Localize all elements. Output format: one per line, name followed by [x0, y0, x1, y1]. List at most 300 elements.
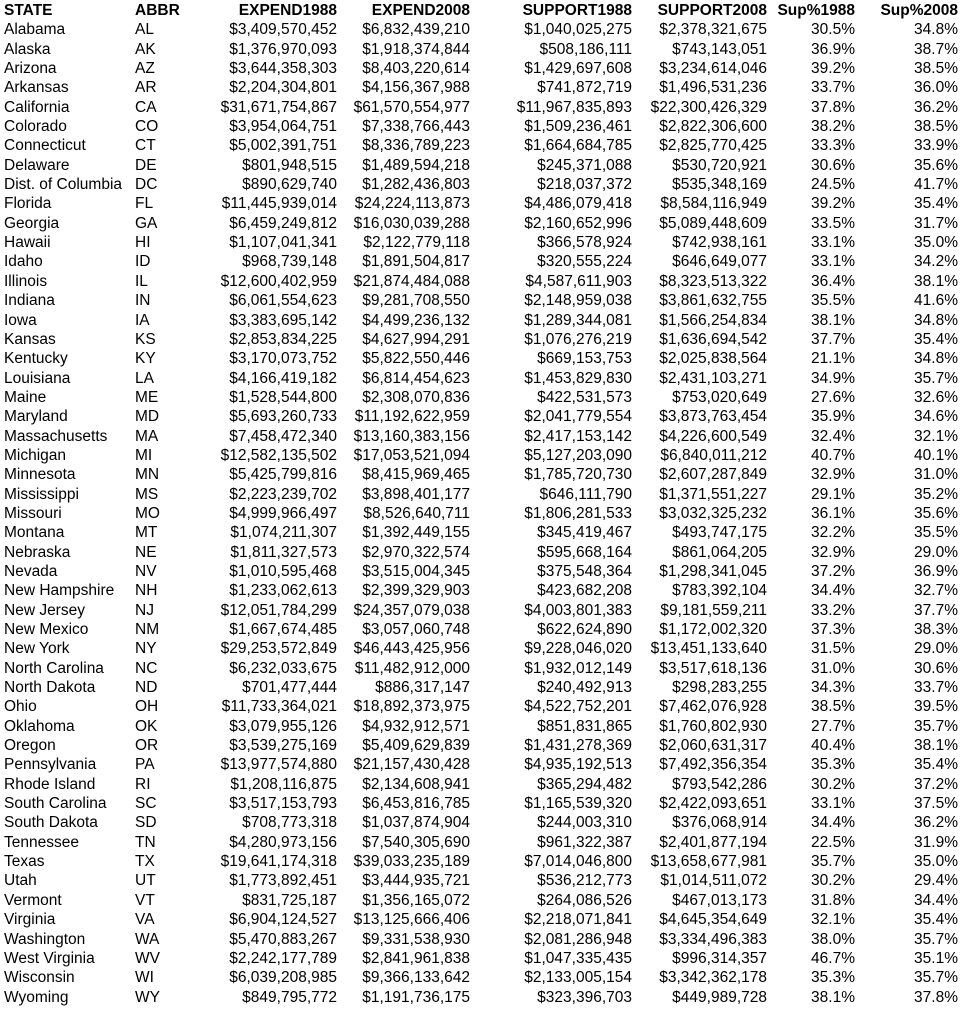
- cell-state: Pennsylvania: [4, 756, 97, 774]
- cell-abbr: FL: [135, 195, 154, 213]
- cell-state: Oregon: [4, 737, 56, 755]
- cell-support1988: $741,872,719: [537, 79, 632, 97]
- cell-sup_pct_1988: 35.5%: [811, 292, 855, 310]
- cell-support1988: $218,037,372: [537, 176, 632, 194]
- cell-expend2008: $9,331,538,930: [362, 930, 470, 948]
- cell-sup_pct_2008: 38.5%: [914, 60, 958, 78]
- table-row: [4, 949, 958, 968]
- cell-sup_pct_1988: 38.1%: [811, 311, 855, 329]
- cell-abbr: GA: [135, 214, 158, 232]
- cell-support2008: $2,822,306,600: [659, 118, 767, 136]
- cell-abbr: ME: [135, 388, 159, 406]
- cell-sup_pct_1988: 31.5%: [811, 640, 855, 658]
- cell-support1988: $1,806,281,533: [524, 504, 632, 522]
- cell-state: Indiana: [4, 292, 55, 310]
- column-header-support2008: SUPPORT2008: [657, 2, 767, 19]
- table-row: [4, 659, 958, 678]
- cell-expend1988: $11,733,364,021: [221, 698, 337, 716]
- cell-state: Kansas: [4, 330, 56, 348]
- cell-support2008: $1,298,341,045: [659, 562, 767, 580]
- cell-sup_pct_2008: 35.4%: [914, 330, 958, 348]
- table-row: [4, 330, 958, 349]
- cell-state: Colorado: [4, 118, 67, 136]
- cell-sup_pct_2008: 34.6%: [914, 408, 958, 426]
- cell-sup_pct_1988: 33.7%: [811, 79, 855, 97]
- cell-sup_pct_2008: 29.0%: [914, 543, 958, 561]
- cell-support1988: $323,396,703: [537, 988, 632, 1006]
- cell-sup_pct_1988: 37.3%: [811, 621, 855, 638]
- cell-expend2008: $2,122,779,118: [363, 234, 470, 252]
- cell-sup_pct_2008: 34.8%: [914, 350, 958, 368]
- cell-support2008: $996,314,357: [672, 949, 767, 967]
- cell-expend2008: $46,443,425,956: [353, 640, 470, 658]
- cell-expend2008: $8,415,969,465: [362, 466, 470, 484]
- cell-state: Iowa: [4, 311, 37, 329]
- cell-state: Idaho: [4, 253, 43, 271]
- cell-support1988: $4,522,752,201: [524, 698, 632, 716]
- cell-expend2008: $1,037,874,904: [362, 814, 470, 832]
- cell-state: Ohio: [4, 698, 37, 716]
- cell-sup_pct_1988: 24.5%: [811, 176, 855, 194]
- cell-sup_pct_1988: 32.9%: [811, 466, 855, 484]
- cell-expend1988: $708,773,318: [242, 814, 337, 832]
- cell-sup_pct_2008: 37.7%: [914, 601, 958, 619]
- cell-sup_pct_1988: 32.4%: [811, 427, 855, 445]
- cell-sup_pct_1988: 33.1%: [811, 253, 855, 271]
- cell-expend2008: $5,409,629,839: [362, 737, 470, 755]
- cell-support1988: $4,587,611,903: [525, 272, 632, 290]
- cell-sup_pct_2008: 35.7%: [914, 717, 958, 735]
- cell-sup_pct_1988: 35.9%: [811, 408, 855, 426]
- cell-support1988: $422,531,573: [537, 388, 632, 406]
- cell-state: Vermont: [4, 891, 62, 909]
- cell-support2008: $2,401,877,194: [659, 833, 767, 851]
- cell-abbr: AK: [135, 40, 156, 58]
- cell-expend2008: $6,814,454,623: [362, 369, 470, 387]
- table-row: [4, 697, 958, 716]
- cell-support2008: $742,938,161: [672, 234, 767, 252]
- cell-sup_pct_1988: 37.2%: [811, 562, 855, 580]
- cell-sup_pct_2008: 35.7%: [914, 369, 958, 387]
- cell-sup_pct_2008: 35.0%: [914, 234, 958, 252]
- cell-state: North Dakota: [4, 679, 96, 697]
- table-row: [4, 813, 958, 832]
- cell-support2008: $4,645,354,649: [659, 911, 767, 929]
- table-row: [4, 736, 958, 755]
- cell-support2008: $3,342,362,178: [659, 969, 767, 987]
- cell-sup_pct_1988: 30.2%: [811, 775, 855, 793]
- cell-sup_pct_2008: 34.8%: [914, 21, 958, 39]
- cell-expend1988: $31,671,754,867: [220, 98, 337, 116]
- table-row: [4, 620, 958, 639]
- cell-support1988: $622,624,890: [537, 621, 632, 638]
- cell-sup_pct_1988: 34.4%: [811, 814, 855, 832]
- cell-support1988: $851,831,865: [537, 717, 632, 735]
- cell-expend1988: $3,517,153,793: [229, 795, 337, 813]
- cell-expend1988: $1,667,674,485: [229, 621, 337, 638]
- cell-support1988: $320,555,224: [537, 253, 632, 271]
- cell-support1988: $595,668,164: [537, 543, 632, 561]
- cell-expend2008: $17,053,521,094: [353, 446, 470, 464]
- cell-expend2008: $13,160,383,156: [353, 427, 470, 445]
- cell-expend2008: $21,874,484,088: [353, 272, 470, 290]
- cell-sup_pct_2008: 35.6%: [914, 504, 958, 522]
- table-row: [4, 78, 958, 97]
- cell-expend1988: $3,954,064,751: [229, 118, 337, 136]
- cell-support2008: $493,747,175: [672, 524, 767, 542]
- cell-abbr: OR: [135, 737, 159, 755]
- cell-abbr: ID: [135, 253, 151, 271]
- cell-support2008: $13,451,133,640: [650, 640, 767, 658]
- cell-support1988: $1,932,012,149: [524, 659, 632, 677]
- cell-state: New Mexico: [4, 621, 89, 638]
- cell-abbr: CT: [135, 137, 156, 155]
- cell-expend2008: $2,308,070,836: [362, 388, 470, 406]
- cell-abbr: MD: [135, 408, 160, 426]
- cell-support2008: $2,607,287,849: [659, 466, 767, 484]
- cell-support2008: $3,873,763,454: [659, 408, 767, 426]
- cell-sup_pct_1988: 39.2%: [811, 60, 855, 78]
- cell-state: Michigan: [4, 446, 67, 464]
- cell-sup_pct_2008: 35.1%: [914, 949, 958, 967]
- cell-abbr: MS: [135, 485, 159, 503]
- column-header-sup_pct_2008: Sup%2008: [880, 2, 958, 19]
- table-row: [4, 601, 958, 620]
- cell-sup_pct_1988: 37.8%: [811, 98, 855, 116]
- cell-abbr: NM: [135, 621, 160, 638]
- cell-expend1988: $4,280,973,156: [229, 833, 337, 851]
- cell-state: Hawaii: [4, 234, 51, 252]
- cell-abbr: HI: [135, 234, 151, 252]
- cell-support1988: $536,212,773: [537, 872, 632, 890]
- cell-sup_pct_1988: 38.5%: [811, 698, 855, 716]
- cell-abbr: LA: [135, 369, 154, 387]
- cell-support1988: $264,086,526: [537, 891, 632, 909]
- cell-state: South Dakota: [4, 814, 98, 832]
- cell-support2008: $7,492,356,354: [659, 756, 767, 774]
- cell-expend1988: $831,725,187: [242, 891, 337, 909]
- cell-state: West Virginia: [4, 949, 95, 967]
- column-header-sup_pct_1988: Sup%1988: [777, 2, 855, 19]
- cell-sup_pct_1988: 27.6%: [811, 388, 855, 406]
- cell-sup_pct_1988: 46.7%: [811, 949, 855, 967]
- cell-support2008: $1,371,551,227: [659, 485, 767, 503]
- cell-support2008: $1,760,802,930: [659, 717, 767, 735]
- cell-state: Massachusetts: [4, 427, 108, 445]
- cell-abbr: AL: [135, 21, 154, 39]
- cell-expend2008: $2,970,322,574: [362, 543, 470, 561]
- table-row: [4, 562, 958, 581]
- cell-abbr: SC: [135, 795, 157, 813]
- cell-expend1988: $1,107,041,341: [229, 234, 337, 252]
- cell-expend1988: $1,528,544,800: [229, 388, 337, 406]
- cell-expend2008: $24,357,079,038: [353, 601, 470, 619]
- cell-support2008: $449,989,728: [672, 988, 767, 1006]
- cell-expend1988: $1,811,327,573: [230, 543, 337, 561]
- cell-sup_pct_2008: 41.7%: [914, 176, 958, 194]
- cell-sup_pct_1988: 33.1%: [811, 234, 855, 252]
- cell-abbr: AZ: [135, 60, 155, 78]
- cell-expend2008: $8,336,789,223: [362, 137, 470, 155]
- cell-support1988: $2,133,005,154: [524, 969, 632, 987]
- cell-sup_pct_2008: 40.1%: [914, 446, 958, 464]
- cell-expend2008: $1,392,449,155: [362, 524, 470, 542]
- table-row: [4, 98, 958, 117]
- cell-state: New Hampshire: [4, 582, 115, 600]
- cell-expend1988: $12,051,784,299: [220, 601, 337, 619]
- cell-sup_pct_2008: 37.5%: [914, 795, 958, 813]
- cell-support1988: $4,003,801,383: [524, 601, 632, 619]
- cell-support1988: $245,371,088: [537, 156, 632, 174]
- cell-sup_pct_2008: 38.5%: [914, 118, 958, 136]
- cell-expend2008: $1,282,436,803: [362, 176, 470, 194]
- cell-state: Alaska: [4, 40, 51, 58]
- cell-expend1988: $19,641,174,318: [220, 853, 337, 871]
- cell-abbr: WY: [135, 988, 160, 1006]
- cell-support2008: $2,025,838,564: [659, 350, 767, 368]
- cell-sup_pct_1988: 37.7%: [811, 330, 855, 348]
- cell-expend1988: $1,773,892,451: [229, 872, 337, 890]
- cell-support1988: $365,294,482: [537, 775, 632, 793]
- cell-expend2008: $3,444,935,721: [362, 872, 470, 890]
- cell-support1988: $1,785,720,730: [524, 466, 632, 484]
- cell-sup_pct_2008: 31.9%: [914, 833, 958, 851]
- cell-expend2008: $2,134,608,941: [362, 775, 470, 793]
- cell-abbr: NV: [135, 562, 157, 580]
- cell-expend1988: $4,999,966,497: [229, 504, 337, 522]
- cell-expend1988: $3,383,695,142: [229, 311, 337, 329]
- cell-expend1988: $6,459,249,812: [229, 214, 337, 232]
- table-row: [4, 291, 958, 310]
- table-row: [4, 388, 958, 407]
- cell-abbr: PA: [135, 756, 155, 774]
- cell-state: Kentucky: [4, 350, 68, 368]
- cell-state: Wyoming: [4, 988, 69, 1006]
- cell-expend1988: $12,582,135,502: [220, 446, 337, 464]
- table-row: [4, 272, 958, 291]
- cell-state: New Jersey: [4, 601, 85, 619]
- cell-sup_pct_2008: 35.4%: [914, 195, 958, 213]
- table-row: [4, 775, 958, 794]
- table-row: [4, 910, 958, 929]
- cell-expend1988: $849,795,772: [242, 988, 337, 1006]
- cell-expend1988: $5,425,799,816: [229, 466, 337, 484]
- cell-sup_pct_2008: 37.2%: [914, 775, 958, 793]
- cell-state: Tennessee: [4, 833, 79, 851]
- cell-abbr: WI: [135, 969, 154, 987]
- cell-state: Utah: [4, 872, 37, 890]
- table-row: [4, 311, 958, 330]
- cell-support1988: $1,165,539,320: [524, 795, 632, 813]
- table-row: [4, 427, 958, 446]
- cell-support2008: $2,825,770,425: [659, 137, 767, 155]
- cell-support2008: $6,840,011,212: [660, 446, 767, 464]
- cell-support1988: $1,664,684,785: [524, 137, 632, 155]
- cell-sup_pct_2008: 34.8%: [914, 311, 958, 329]
- cell-expend2008: $1,356,165,072: [362, 891, 470, 909]
- cell-expend1988: $3,170,073,752: [229, 350, 337, 368]
- table-row: [4, 20, 958, 39]
- cell-state: Nevada: [4, 562, 58, 580]
- cell-sup_pct_2008: 35.0%: [914, 853, 958, 871]
- cell-sup_pct_1988: 32.1%: [811, 911, 855, 929]
- cell-expend1988: $3,409,570,452: [229, 21, 337, 39]
- cell-support1988: $2,218,071,841: [524, 911, 632, 929]
- cell-support2008: $9,181,559,211: [660, 601, 767, 619]
- cell-support2008: $298,283,255: [672, 679, 767, 697]
- cell-state: Louisiana: [4, 369, 71, 387]
- cell-sup_pct_2008: 39.5%: [914, 698, 958, 716]
- cell-expend2008: $3,057,060,748: [362, 621, 470, 638]
- cell-abbr: MN: [135, 466, 160, 484]
- cell-support1988: $7,014,046,800: [524, 853, 632, 871]
- table-row: [4, 581, 958, 600]
- cell-sup_pct_1988: 35.3%: [811, 756, 855, 774]
- cell-sup_pct_1988: 33.1%: [811, 795, 855, 813]
- cell-abbr: KY: [135, 350, 156, 368]
- cell-sup_pct_1988: 33.3%: [811, 137, 855, 155]
- cell-sup_pct_1988: 36.4%: [811, 272, 855, 290]
- cell-state: Oklahoma: [4, 717, 75, 735]
- cell-expend1988: $3,079,955,126: [229, 717, 337, 735]
- table-row: [4, 504, 958, 523]
- cell-sup_pct_2008: 37.8%: [914, 988, 958, 1006]
- cell-sup_pct_2008: 38.7%: [914, 40, 958, 58]
- cell-expend2008: $6,832,439,210: [362, 21, 470, 39]
- cell-sup_pct_2008: 35.4%: [914, 911, 958, 929]
- cell-sup_pct_1988: 31.0%: [811, 659, 855, 677]
- cell-expend1988: $1,074,211,307: [230, 524, 337, 542]
- cell-abbr: TX: [135, 853, 155, 871]
- cell-state: Alabama: [4, 21, 66, 39]
- cell-sup_pct_2008: 32.1%: [914, 427, 958, 445]
- cell-expend2008: $1,918,374,844: [362, 40, 470, 58]
- cell-sup_pct_2008: 36.2%: [914, 98, 958, 116]
- cell-support1988: $244,003,310: [537, 814, 632, 832]
- cell-abbr: VA: [135, 911, 155, 929]
- table-row: [4, 871, 958, 890]
- header-row: [4, 1, 958, 20]
- cell-state: Arizona: [4, 60, 57, 78]
- cell-sup_pct_1988: 22.5%: [811, 833, 855, 851]
- cell-support2008: $783,392,104: [672, 582, 767, 600]
- cell-expend1988: $1,376,970,093: [229, 40, 337, 58]
- cell-support1988: $1,509,236,461: [524, 118, 632, 136]
- cell-support1988: $2,148,959,038: [524, 292, 632, 310]
- table-row: [4, 755, 958, 774]
- cell-support1988: $508,186,111: [539, 40, 632, 58]
- cell-expend2008: $16,030,039,288: [353, 214, 470, 232]
- cell-sup_pct_1988: 36.9%: [811, 40, 855, 58]
- cell-sup_pct_1988: 33.2%: [811, 601, 855, 619]
- cell-support1988: $961,322,387: [537, 833, 632, 851]
- cell-abbr: ND: [135, 679, 158, 697]
- cell-abbr: NH: [135, 582, 158, 600]
- cell-expend1988: $6,061,554,623: [229, 292, 337, 310]
- table-row: [4, 214, 958, 233]
- cell-sup_pct_1988: 38.2%: [811, 118, 855, 136]
- cell-support2008: $2,431,103,271: [659, 369, 767, 387]
- column-header-support1988: SUPPORT1988: [522, 2, 632, 19]
- table-row: [4, 485, 958, 504]
- cell-expend2008: $7,540,305,690: [362, 833, 470, 851]
- cell-sup_pct_2008: 38.1%: [914, 272, 958, 290]
- cell-sup_pct_1988: 29.1%: [811, 485, 855, 503]
- cell-state: Minnesota: [4, 466, 76, 484]
- cell-sup_pct_2008: 35.7%: [914, 930, 958, 948]
- cell-expend2008: $39,033,235,189: [353, 853, 470, 871]
- cell-expend1988: $6,232,033,675: [229, 659, 337, 677]
- cell-sup_pct_1988: 34.4%: [811, 582, 855, 600]
- cell-expend1988: $2,204,304,801: [229, 79, 337, 97]
- cell-expend2008: $8,526,640,711: [363, 504, 470, 522]
- cell-expend2008: $3,515,004,345: [362, 562, 470, 580]
- cell-sup_pct_2008: 36.9%: [914, 562, 958, 580]
- cell-support2008: $861,064,205: [672, 543, 767, 561]
- table-row: [4, 678, 958, 697]
- column-header-state: STATE: [4, 2, 53, 19]
- cell-sup_pct_2008: 30.6%: [914, 659, 958, 677]
- cell-expend1988: $1,208,116,875: [230, 775, 337, 793]
- cell-state: Texas: [4, 853, 45, 871]
- cell-support2008: $3,032,325,232: [659, 504, 767, 522]
- cell-expend2008: $2,399,329,903: [362, 582, 470, 600]
- cell-expend2008: $3,898,401,177: [362, 485, 470, 503]
- cell-sup_pct_1988: 38.0%: [811, 930, 855, 948]
- cell-state: Delaware: [4, 156, 70, 174]
- table-row: [4, 833, 958, 852]
- cell-state: Montana: [4, 524, 65, 542]
- cell-sup_pct_2008: 35.5%: [914, 524, 958, 542]
- cell-abbr: RI: [135, 775, 151, 793]
- cell-support2008: $13,658,677,981: [650, 853, 767, 871]
- cell-state: Mississippi: [4, 485, 79, 503]
- cell-sup_pct_1988: 34.9%: [811, 369, 855, 387]
- cell-state: Connecticut: [4, 137, 86, 155]
- cell-sup_pct_1988: 40.4%: [811, 737, 855, 755]
- cell-sup_pct_2008: 31.0%: [914, 466, 958, 484]
- cell-support2008: $3,234,614,046: [659, 60, 767, 78]
- cell-abbr: WV: [135, 949, 160, 967]
- cell-state: Maryland: [4, 408, 68, 426]
- cell-abbr: IL: [135, 272, 148, 290]
- cell-support2008: $1,636,694,542: [659, 330, 767, 348]
- cell-sup_pct_1988: 31.8%: [811, 891, 855, 909]
- cell-expend2008: $4,627,994,291: [362, 330, 470, 348]
- cell-abbr: WA: [135, 930, 160, 948]
- cell-state: South Carolina: [4, 795, 107, 813]
- cell-support2008: $793,542,286: [672, 775, 767, 793]
- cell-support2008: $4,226,600,549: [659, 427, 767, 445]
- cell-support1988: $5,127,203,090: [524, 446, 632, 464]
- cell-sup_pct_1988: 32.9%: [811, 543, 855, 561]
- cell-sup_pct_2008: 35.6%: [914, 156, 958, 174]
- cell-expend2008: $11,192,622,959: [354, 408, 470, 426]
- table-row: [4, 117, 958, 136]
- cell-expend1988: $968,739,148: [242, 253, 337, 271]
- cell-sup_pct_1988: 21.1%: [811, 350, 855, 368]
- column-header-expend2008: EXPEND2008: [371, 2, 470, 19]
- table-row: [4, 794, 958, 813]
- cell-support1988: $1,453,829,830: [524, 369, 632, 387]
- cell-expend2008: $21,157,430,428: [353, 756, 470, 774]
- cell-expend2008: $24,224,113,873: [354, 195, 470, 213]
- cell-state: Arkansas: [4, 79, 69, 97]
- table-row: [4, 369, 958, 388]
- cell-abbr: SD: [135, 814, 157, 832]
- cell-expend1988: $4,166,419,182: [229, 369, 337, 387]
- cell-sup_pct_1988: 35.3%: [811, 969, 855, 987]
